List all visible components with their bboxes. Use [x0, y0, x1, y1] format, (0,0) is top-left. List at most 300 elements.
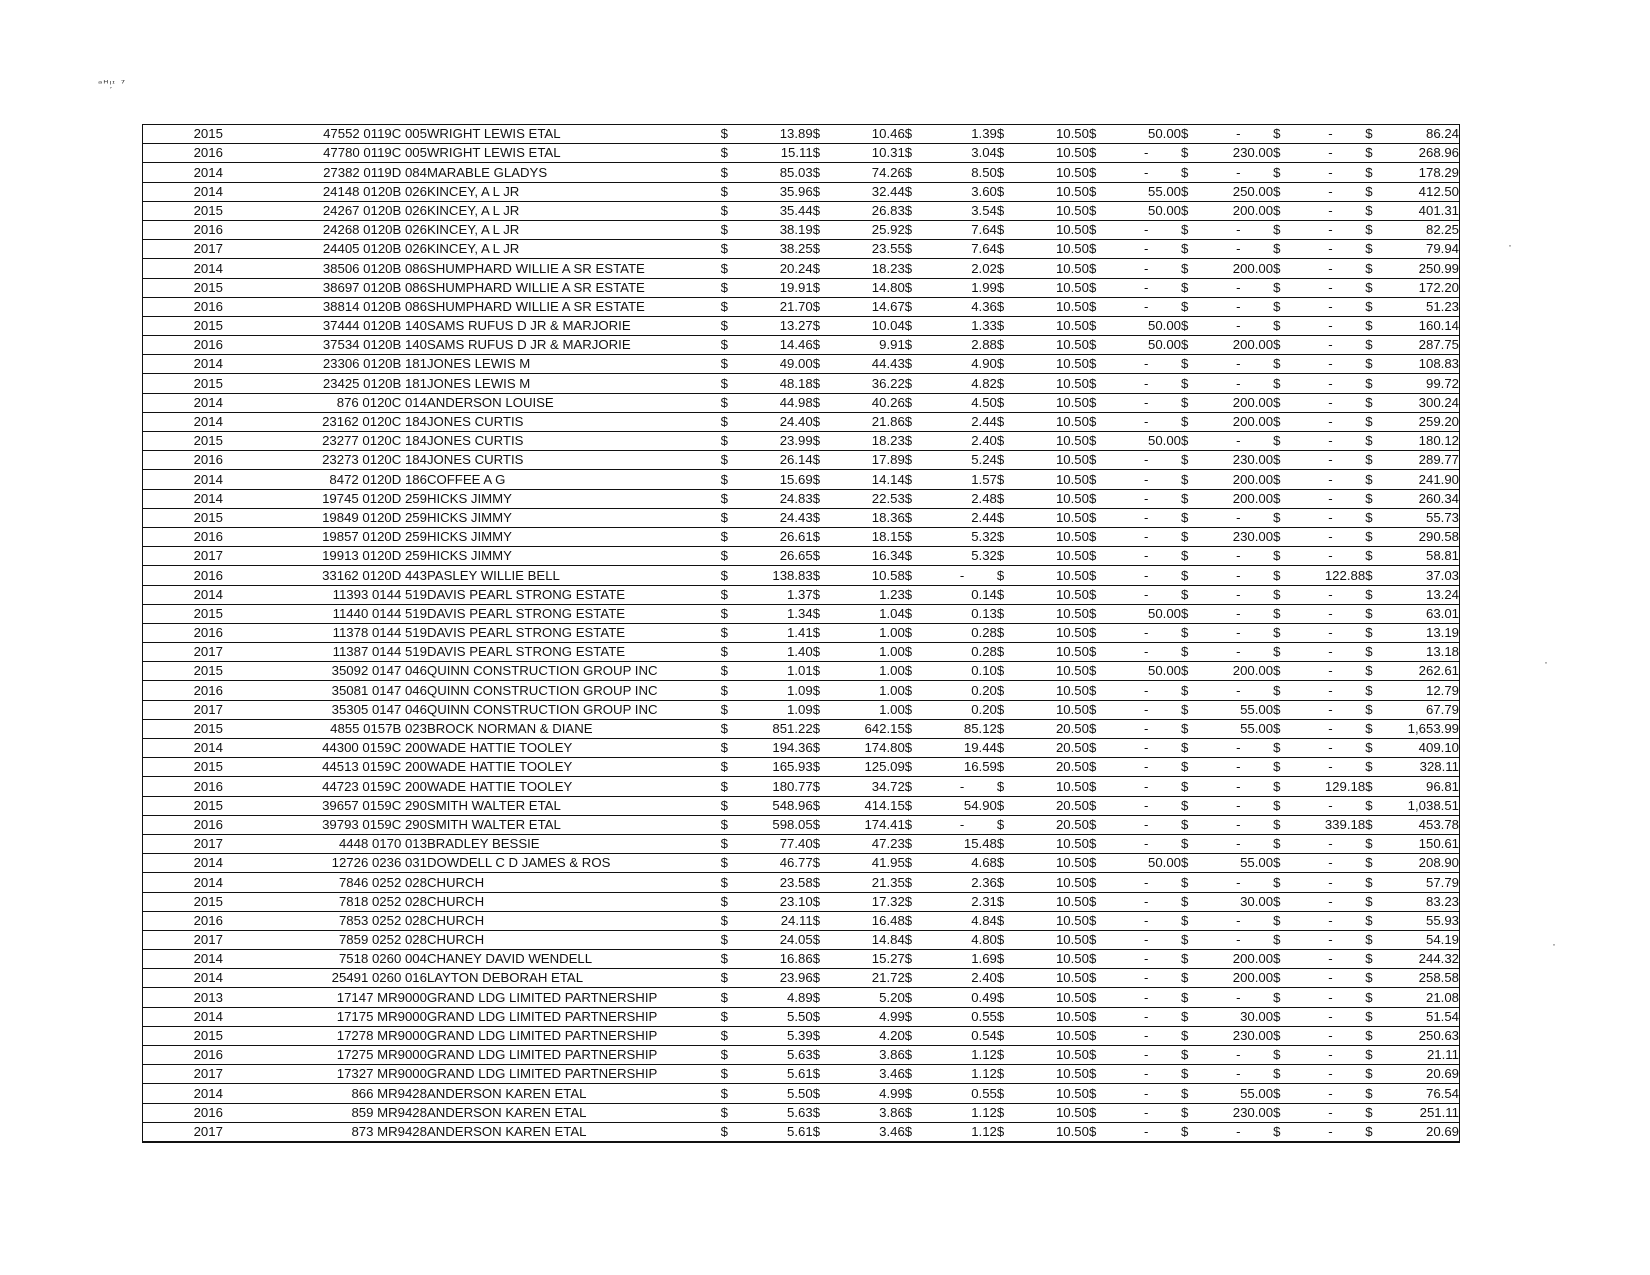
table-row	[143, 892, 1460, 911]
amount-b-cell: 44.43	[835, 355, 905, 374]
currency-symbol: $	[997, 412, 1020, 431]
currency-symbol: $	[1365, 777, 1388, 796]
currency-symbol: $	[997, 220, 1020, 239]
parcel-id-cell: 38697 0120B 086	[273, 278, 426, 297]
amount-g-cell: -	[1296, 1084, 1366, 1103]
currency-symbol: $	[997, 451, 1020, 470]
amount-a-cell: 598.05	[743, 815, 813, 834]
amount-d-cell: 10.50	[1019, 950, 1089, 969]
amount-f-cell: -	[1204, 316, 1274, 335]
owner-name-cell: SHUMPHARD WILLIE A SR ESTATE	[427, 297, 721, 316]
currency-symbol: $	[1089, 144, 1112, 163]
parcel-id-cell: 23306 0120B 181	[273, 355, 426, 374]
amount-a-cell: 5.50	[743, 1007, 813, 1026]
table-row	[143, 240, 1460, 259]
owner-name-cell: QUINN CONSTRUCTION GROUP INC	[427, 662, 721, 681]
currency-symbol: $	[997, 988, 1020, 1007]
total-cell: 82.25	[1388, 220, 1460, 239]
amount-b-cell: 1.00	[835, 700, 905, 719]
currency-symbol: $	[1089, 451, 1112, 470]
currency-symbol: $	[721, 700, 744, 719]
amount-e-cell: -	[1111, 508, 1181, 527]
amount-g-cell: -	[1296, 336, 1366, 355]
currency-symbol: $	[905, 451, 928, 470]
currency-symbol: $	[721, 892, 744, 911]
currency-symbol: $	[997, 470, 1020, 489]
amount-b-cell: 17.32	[835, 892, 905, 911]
currency-symbol: $	[1365, 355, 1388, 374]
total-cell: 259.20	[1388, 412, 1460, 431]
currency-symbol: $	[1365, 566, 1388, 585]
table-row	[143, 796, 1460, 815]
table-row	[143, 393, 1460, 412]
currency-symbol: $	[1181, 182, 1204, 201]
amount-b-cell: 3.46	[835, 1065, 905, 1084]
amount-e-cell: -	[1111, 1065, 1181, 1084]
owner-name-cell: KINCEY, A L JR	[427, 182, 721, 201]
currency-symbol: $	[905, 681, 928, 700]
parcel-id-cell: 11393 0144 519	[273, 585, 426, 604]
currency-symbol: $	[1089, 930, 1112, 949]
amount-f-cell: -	[1204, 930, 1274, 949]
owner-name-cell: DOWDELL C D JAMES & ROS	[427, 854, 721, 873]
parcel-id-cell: 7853 0252 028	[273, 911, 426, 930]
currency-symbol: $	[1365, 1007, 1388, 1026]
total-cell: 160.14	[1388, 316, 1460, 335]
currency-symbol: $	[1089, 432, 1112, 451]
currency-symbol: $	[1181, 1065, 1204, 1084]
currency-symbol: $	[1273, 125, 1296, 144]
amount-a-cell: 15.69	[743, 470, 813, 489]
year-cell: 2014	[143, 182, 274, 201]
currency-symbol: $	[1181, 566, 1204, 585]
amount-b-cell: 21.86	[835, 412, 905, 431]
currency-symbol: $	[1089, 758, 1112, 777]
amount-f-cell: -	[1204, 585, 1274, 604]
year-cell: 2016	[143, 566, 274, 585]
currency-symbol: $	[1181, 432, 1204, 451]
total-cell: 287.75	[1388, 336, 1460, 355]
parcel-id-cell: 35305 0147 046	[273, 700, 426, 719]
amount-g-cell: -	[1296, 182, 1366, 201]
total-cell: 86.24	[1388, 125, 1460, 144]
currency-symbol: $	[721, 585, 744, 604]
table-row	[143, 278, 1460, 297]
parcel-id-cell: 24405 0120B 026	[273, 240, 426, 259]
amount-c-cell: -	[927, 566, 997, 585]
total-cell: 300.24	[1388, 393, 1460, 412]
owner-name-cell: QUINN CONSTRUCTION GROUP INC	[427, 681, 721, 700]
amount-f-cell: 55.00	[1204, 854, 1274, 873]
parcel-id-cell: 876 0120C 014	[273, 393, 426, 412]
currency-symbol: $	[1089, 412, 1112, 431]
currency-symbol: $	[997, 681, 1020, 700]
currency-symbol: $	[721, 1122, 744, 1142]
currency-symbol: $	[813, 950, 836, 969]
amount-e-cell: -	[1111, 988, 1181, 1007]
currency-symbol: $	[813, 681, 836, 700]
currency-symbol: $	[1089, 662, 1112, 681]
amount-b-cell: 10.46	[835, 125, 905, 144]
amount-g-cell: -	[1296, 1007, 1366, 1026]
currency-symbol: $	[997, 527, 1020, 546]
amount-b-cell: 16.48	[835, 911, 905, 930]
currency-symbol: $	[1089, 815, 1112, 834]
currency-symbol: $	[1273, 566, 1296, 585]
currency-symbol: $	[997, 1046, 1020, 1065]
currency-symbol: $	[1365, 508, 1388, 527]
amount-c-cell: 5.32	[927, 547, 997, 566]
year-cell: 2014	[143, 393, 274, 412]
currency-symbol: $	[1365, 911, 1388, 930]
amount-f-cell: 200.00	[1204, 969, 1274, 988]
amount-a-cell: 23.99	[743, 432, 813, 451]
amount-a-cell: 165.93	[743, 758, 813, 777]
amount-g-cell: -	[1296, 201, 1366, 220]
total-cell: 1,653.99	[1388, 719, 1460, 738]
currency-symbol: $	[1181, 527, 1204, 546]
parcel-id-cell: 25491 0260 016	[273, 969, 426, 988]
currency-symbol: $	[1089, 527, 1112, 546]
currency-symbol: $	[1181, 623, 1204, 642]
currency-symbol: $	[813, 566, 836, 585]
amount-f-cell: -	[1204, 1046, 1274, 1065]
amount-c-cell: 1.12	[927, 1046, 997, 1065]
currency-symbol: $	[1089, 739, 1112, 758]
amount-f-cell: -	[1204, 681, 1274, 700]
currency-symbol: $	[1089, 489, 1112, 508]
amount-g-cell: -	[1296, 796, 1366, 815]
currency-symbol: $	[1273, 854, 1296, 873]
amount-g-cell: -	[1296, 393, 1366, 412]
currency-symbol: $	[1089, 393, 1112, 412]
amount-e-cell: -	[1111, 470, 1181, 489]
currency-symbol: $	[1089, 1122, 1112, 1142]
parcel-id-cell: 33162 0120D 443	[273, 566, 426, 585]
owner-name-cell: CHURCH	[427, 930, 721, 949]
currency-symbol: $	[721, 930, 744, 949]
currency-symbol: $	[721, 355, 744, 374]
amount-g-cell: -	[1296, 451, 1366, 470]
year-cell: 2017	[143, 643, 274, 662]
owner-name-cell: HICKS JIMMY	[427, 527, 721, 546]
currency-symbol: $	[1181, 758, 1204, 777]
currency-symbol: $	[813, 719, 836, 738]
amount-f-cell: -	[1204, 604, 1274, 623]
amount-f-cell: 200.00	[1204, 259, 1274, 278]
amount-e-cell: -	[1111, 1007, 1181, 1026]
currency-symbol: $	[1273, 163, 1296, 182]
amount-g-cell: -	[1296, 911, 1366, 930]
amount-g-cell: -	[1296, 355, 1366, 374]
parcel-id-cell: 19913 0120D 259	[273, 547, 426, 566]
currency-symbol: $	[1365, 1046, 1388, 1065]
currency-symbol: $	[905, 163, 928, 182]
amount-d-cell: 20.50	[1019, 796, 1089, 815]
amount-g-cell: -	[1296, 585, 1366, 604]
amount-a-cell: 19.91	[743, 278, 813, 297]
table-row	[143, 1084, 1460, 1103]
currency-symbol: $	[1089, 643, 1112, 662]
amount-d-cell: 10.50	[1019, 1065, 1089, 1084]
amount-a-cell: 38.25	[743, 240, 813, 259]
table-row	[143, 739, 1460, 758]
owner-name-cell: JONES CURTIS	[427, 432, 721, 451]
currency-symbol: $	[1089, 316, 1112, 335]
currency-symbol: $	[1365, 470, 1388, 489]
parcel-id-cell: 17327 MR9000	[273, 1065, 426, 1084]
amount-c-cell: 0.13	[927, 604, 997, 623]
total-cell: 178.29	[1388, 163, 1460, 182]
amount-g-cell: -	[1296, 432, 1366, 451]
year-cell: 2016	[143, 815, 274, 834]
currency-symbol: $	[1181, 681, 1204, 700]
amount-f-cell: -	[1204, 220, 1274, 239]
currency-symbol: $	[721, 259, 744, 278]
amount-c-cell: 2.44	[927, 508, 997, 527]
amount-e-cell: -	[1111, 240, 1181, 259]
amount-f-cell: 200.00	[1204, 950, 1274, 969]
amount-g-cell: -	[1296, 758, 1366, 777]
currency-symbol: $	[1365, 374, 1388, 393]
currency-symbol: $	[1089, 470, 1112, 489]
currency-symbol: $	[1181, 854, 1204, 873]
amount-b-cell: 22.53	[835, 489, 905, 508]
currency-symbol: $	[997, 719, 1020, 738]
amount-b-cell: 16.34	[835, 547, 905, 566]
currency-symbol: $	[813, 220, 836, 239]
currency-symbol: $	[1365, 125, 1388, 144]
amount-c-cell: 4.50	[927, 393, 997, 412]
amount-b-cell: 10.04	[835, 316, 905, 335]
currency-symbol: $	[721, 240, 744, 259]
amount-c-cell: 4.36	[927, 297, 997, 316]
amount-c-cell: 0.20	[927, 681, 997, 700]
currency-symbol: $	[1181, 1103, 1204, 1122]
year-cell: 2014	[143, 259, 274, 278]
currency-symbol: $	[813, 374, 836, 393]
amount-d-cell: 10.50	[1019, 144, 1089, 163]
currency-symbol: $	[905, 144, 928, 163]
currency-symbol: $	[1273, 297, 1296, 316]
table-row	[143, 508, 1460, 527]
year-cell: 2016	[143, 336, 274, 355]
amount-b-cell: 10.31	[835, 144, 905, 163]
amount-f-cell: -	[1204, 758, 1274, 777]
currency-symbol: $	[813, 182, 836, 201]
amount-f-cell: -	[1204, 796, 1274, 815]
currency-symbol: $	[997, 1103, 1020, 1122]
currency-symbol: $	[905, 489, 928, 508]
amount-e-cell: -	[1111, 777, 1181, 796]
year-cell: 2015	[143, 1026, 274, 1045]
amount-a-cell: 1.40	[743, 643, 813, 662]
amount-b-cell: 18.23	[835, 432, 905, 451]
currency-symbol: $	[1273, 700, 1296, 719]
owner-name-cell: KINCEY, A L JR	[427, 201, 721, 220]
currency-symbol: $	[1089, 374, 1112, 393]
amount-d-cell: 10.50	[1019, 336, 1089, 355]
amount-c-cell: 2.44	[927, 412, 997, 431]
currency-symbol: $	[813, 163, 836, 182]
amount-a-cell: 26.14	[743, 451, 813, 470]
currency-symbol: $	[1089, 297, 1112, 316]
currency-symbol: $	[1365, 873, 1388, 892]
amount-f-cell: -	[1204, 508, 1274, 527]
amount-d-cell: 10.50	[1019, 163, 1089, 182]
currency-symbol: $	[1365, 662, 1388, 681]
amount-c-cell: 2.31	[927, 892, 997, 911]
amount-a-cell: 5.50	[743, 1084, 813, 1103]
year-cell: 2014	[143, 585, 274, 604]
currency-symbol: $	[1365, 220, 1388, 239]
currency-symbol: $	[997, 547, 1020, 566]
amount-d-cell: 10.50	[1019, 412, 1089, 431]
amount-a-cell: 23.10	[743, 892, 813, 911]
total-cell: 401.31	[1388, 201, 1460, 220]
amount-a-cell: 1.01	[743, 662, 813, 681]
amount-b-cell: 1.00	[835, 643, 905, 662]
currency-symbol: $	[1365, 758, 1388, 777]
amount-a-cell: 180.77	[743, 777, 813, 796]
owner-name-cell: DAVIS PEARL STRONG ESTATE	[427, 585, 721, 604]
amount-b-cell: 17.89	[835, 451, 905, 470]
currency-symbol: $	[813, 432, 836, 451]
currency-symbol: $	[1273, 1122, 1296, 1142]
amount-d-cell: 10.50	[1019, 988, 1089, 1007]
total-cell: 244.32	[1388, 950, 1460, 969]
amount-c-cell: 15.48	[927, 834, 997, 853]
amount-a-cell: 21.70	[743, 297, 813, 316]
amount-a-cell: 46.77	[743, 854, 813, 873]
currency-symbol: $	[1089, 1026, 1112, 1045]
owner-name-cell: GRAND LDG LIMITED PARTNERSHIP	[427, 1007, 721, 1026]
amount-b-cell: 25.92	[835, 220, 905, 239]
amount-g-cell: -	[1296, 144, 1366, 163]
amount-b-cell: 642.15	[835, 719, 905, 738]
currency-symbol: $	[905, 969, 928, 988]
currency-symbol: $	[721, 796, 744, 815]
amount-a-cell: 4.89	[743, 988, 813, 1007]
currency-symbol: $	[813, 278, 836, 297]
owner-name-cell: WRIGHT LEWIS ETAL	[427, 144, 721, 163]
currency-symbol: $	[1365, 950, 1388, 969]
table-row	[143, 681, 1460, 700]
amount-b-cell: 18.23	[835, 259, 905, 278]
amount-f-cell: 200.00	[1204, 470, 1274, 489]
currency-symbol: $	[1273, 547, 1296, 566]
total-cell: 13.24	[1388, 585, 1460, 604]
amount-b-cell: 40.26	[835, 393, 905, 412]
handwritten-page-mark: ᵃᴴᶦ᷊ᶦ ⁷	[98, 78, 127, 89]
currency-symbol: $	[1089, 259, 1112, 278]
currency-symbol: $	[813, 815, 836, 834]
currency-symbol: $	[1365, 623, 1388, 642]
amount-f-cell: 200.00	[1204, 412, 1274, 431]
currency-symbol: $	[721, 758, 744, 777]
amount-f-cell: 200.00	[1204, 662, 1274, 681]
currency-symbol: $	[1273, 278, 1296, 297]
currency-symbol: $	[813, 125, 836, 144]
year-cell: 2017	[143, 834, 274, 853]
currency-symbol: $	[1089, 892, 1112, 911]
currency-symbol: $	[721, 777, 744, 796]
currency-symbol: $	[721, 1007, 744, 1026]
amount-a-cell: 16.86	[743, 950, 813, 969]
currency-symbol: $	[1273, 719, 1296, 738]
total-cell: 289.77	[1388, 451, 1460, 470]
parcel-id-cell: 8472 0120D 186	[273, 470, 426, 489]
total-cell: 55.73	[1388, 508, 1460, 527]
currency-symbol: $	[1365, 201, 1388, 220]
amount-a-cell: 24.83	[743, 489, 813, 508]
amount-d-cell: 10.50	[1019, 662, 1089, 681]
currency-symbol: $	[1181, 930, 1204, 949]
year-cell: 2016	[143, 1046, 274, 1065]
currency-symbol: $	[1273, 1026, 1296, 1045]
amount-c-cell: 85.12	[927, 719, 997, 738]
total-cell: 1,038.51	[1388, 796, 1460, 815]
year-cell: 2014	[143, 1084, 274, 1103]
year-cell: 2016	[143, 911, 274, 930]
currency-symbol: $	[813, 259, 836, 278]
amount-e-cell: 50.00	[1111, 336, 1181, 355]
parcel-id-cell: 38814 0120B 086	[273, 297, 426, 316]
amount-g-cell: -	[1296, 412, 1366, 431]
amount-f-cell: -	[1204, 873, 1274, 892]
owner-name-cell: GRAND LDG LIMITED PARTNERSHIP	[427, 988, 721, 1007]
total-cell: 51.23	[1388, 297, 1460, 316]
amount-c-cell: 4.82	[927, 374, 997, 393]
amount-a-cell: 851.22	[743, 719, 813, 738]
amount-b-cell: 23.55	[835, 240, 905, 259]
table-row	[143, 854, 1460, 873]
table-row	[143, 1026, 1460, 1045]
currency-symbol: $	[997, 144, 1020, 163]
amount-f-cell: -	[1204, 623, 1274, 642]
currency-symbol: $	[997, 508, 1020, 527]
amount-e-cell: -	[1111, 950, 1181, 969]
currency-symbol: $	[813, 508, 836, 527]
owner-name-cell: JONES LEWIS M	[427, 355, 721, 374]
currency-symbol: $	[905, 585, 928, 604]
amount-c-cell: 0.49	[927, 988, 997, 1007]
owner-name-cell: WADE HATTIE TOOLEY	[427, 777, 721, 796]
amount-a-cell: 1.09	[743, 700, 813, 719]
currency-symbol: $	[721, 547, 744, 566]
amount-d-cell: 10.50	[1019, 623, 1089, 642]
amount-b-cell: 1.04	[835, 604, 905, 623]
year-cell: 2016	[143, 623, 274, 642]
scan-speck: ·	[1552, 937, 1556, 951]
amount-b-cell: 4.99	[835, 1084, 905, 1103]
currency-symbol: $	[1181, 240, 1204, 259]
currency-symbol: $	[1089, 969, 1112, 988]
currency-symbol: $	[905, 796, 928, 815]
owner-name-cell: GRAND LDG LIMITED PARTNERSHIP	[427, 1026, 721, 1045]
total-cell: 241.90	[1388, 470, 1460, 489]
owner-name-cell: WADE HATTIE TOOLEY	[427, 758, 721, 777]
currency-symbol: $	[1273, 374, 1296, 393]
currency-symbol: $	[1273, 911, 1296, 930]
amount-f-cell: -	[1204, 566, 1274, 585]
currency-symbol: $	[1273, 336, 1296, 355]
currency-symbol: $	[1181, 144, 1204, 163]
total-cell: 13.19	[1388, 623, 1460, 642]
amount-a-cell: 38.19	[743, 220, 813, 239]
table-row	[143, 1103, 1460, 1122]
amount-g-cell: -	[1296, 527, 1366, 546]
